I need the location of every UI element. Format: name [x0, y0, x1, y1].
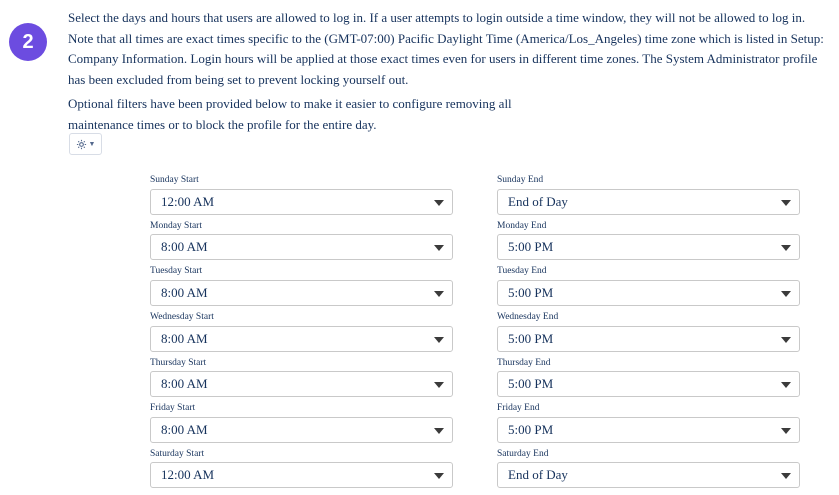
- friday-end-value: 5:00 PM: [508, 422, 554, 437]
- thursday-end-value: 5:00 PM: [508, 376, 554, 391]
- saturday-end-label: Saturday End: [497, 449, 549, 459]
- friday-start-label: Friday Start: [150, 403, 196, 413]
- wednesday-end-value: 5:00 PM: [508, 331, 554, 346]
- wednesday-start-label: Wednesday Start: [150, 312, 214, 322]
- dropdown-arrow-icon: [781, 200, 791, 206]
- dropdown-arrow-icon: [434, 428, 444, 434]
- tuesday-end-select[interactable]: [497, 280, 800, 306]
- dropdown-arrow-icon: [781, 428, 791, 434]
- gear-icon: [76, 139, 87, 150]
- thursday-start-label: Thursday Start: [150, 358, 207, 368]
- sunday-start-value: 12:00 AM: [161, 194, 215, 209]
- tuesday-start-label: Tuesday Start: [150, 266, 203, 276]
- thursday-start-value: 8:00 AM: [161, 376, 208, 391]
- wednesday-start-select[interactable]: [150, 326, 453, 352]
- dropdown-arrow-icon: [781, 245, 791, 251]
- saturday-start-select[interactable]: [150, 462, 453, 488]
- sunday-start-label: Sunday Start: [150, 175, 199, 185]
- thursday-end-select[interactable]: [497, 371, 800, 397]
- saturday-end-select[interactable]: [497, 462, 800, 488]
- chevron-down-icon: ▼: [88, 140, 96, 148]
- friday-start-value: 8:00 AM: [161, 422, 208, 437]
- dropdown-arrow-icon: [781, 337, 791, 343]
- dropdown-arrow-icon: [434, 382, 444, 388]
- dropdown-arrow-icon: [781, 291, 791, 297]
- dropdown-arrow-icon: [434, 291, 444, 297]
- sunday-end-label: Sunday End: [497, 175, 544, 185]
- dropdown-arrow-icon: [781, 473, 791, 479]
- friday-start-select[interactable]: [150, 417, 453, 443]
- dropdown-arrow-icon: [434, 473, 444, 479]
- saturday-end-value: End of Day: [508, 467, 568, 482]
- dropdown-arrow-icon: [434, 200, 444, 206]
- friday-end-select[interactable]: [497, 417, 800, 443]
- sunday-end-select[interactable]: [497, 189, 800, 215]
- thursday-start-select[interactable]: [150, 371, 453, 397]
- tuesday-end-value: 5:00 PM: [508, 285, 554, 300]
- wednesday-end-select[interactable]: [497, 326, 800, 352]
- dropdown-arrow-icon: [781, 382, 791, 388]
- monday-end-select[interactable]: [497, 234, 800, 260]
- wednesday-end-label: Wednesday End: [497, 312, 559, 322]
- tuesday-start-select[interactable]: [150, 280, 453, 306]
- dropdown-arrow-icon: [434, 337, 444, 343]
- monday-start-label: Monday Start: [150, 221, 202, 231]
- sunday-start-select[interactable]: [150, 189, 453, 215]
- saturday-start-value: 12:00 AM: [161, 467, 215, 482]
- thursday-end-label: Thursday End: [497, 358, 551, 368]
- sunday-end-value: End of Day: [508, 194, 568, 209]
- friday-end-label: Friday End: [497, 403, 540, 413]
- filters-note: Optional filters have been provided below to make it easier to configure removing all maintenance times or to block the profile for the entire day.: [68, 96, 512, 132]
- step-number-badge: [9, 23, 47, 61]
- filters-menu-button[interactable]: [69, 133, 102, 155]
- dropdown-arrow-icon: [434, 245, 444, 251]
- wednesday-start-value: 8:00 AM: [161, 331, 208, 346]
- monday-end-label: Monday End: [497, 221, 547, 231]
- monday-start-value: 8:00 AM: [161, 239, 208, 254]
- saturday-start-label: Saturday Start: [150, 449, 205, 459]
- tuesday-end-label: Tuesday End: [497, 266, 547, 276]
- tuesday-start-value: 8:00 AM: [161, 285, 208, 300]
- monday-end-value: 5:00 PM: [508, 239, 554, 254]
- login-hours-description: Select the days and hours that users are allowed to log in. If a user attempts to login outside a time window, they will not be allowed to log in. Note that all times are exact times specific to the (GMT-07:00) Pacific Daylight Time (America/Los_Angeles) time zone which is listed in Setup: Company Information. Login hours will be applied at those exact times even for users in different time zones. The System Administrator profile has been excluded from being set to prevent locking yourself out.: [68, 10, 824, 88]
- monday-start-select[interactable]: [150, 234, 453, 260]
- step-number: 2: [22, 30, 34, 53]
